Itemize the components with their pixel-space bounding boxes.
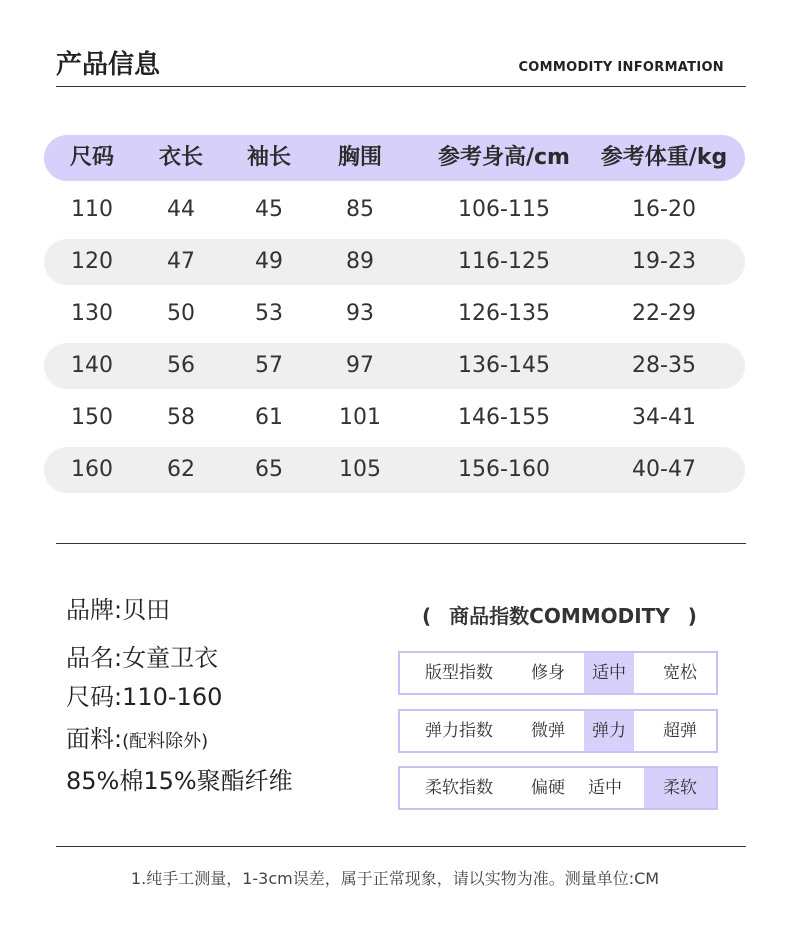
column-header: 袖长 [246, 145, 291, 170]
index-label: 版型指数 [425, 663, 493, 683]
table-cell: 40-47 [632, 457, 696, 482]
table-cell: 156-160 [458, 457, 550, 482]
brand-text: 品牌:贝田 [66, 596, 171, 624]
divider-middle [56, 543, 746, 544]
table-row [44, 291, 745, 337]
column-header: 衣长 [158, 145, 203, 170]
table-cell: 56 [167, 353, 195, 378]
table-cell: 130 [71, 301, 113, 326]
index-title-text: 商品指数COMMODITY [449, 604, 670, 628]
page-title: 产品信息 [56, 50, 161, 80]
size-table-header [44, 135, 745, 181]
table-cell: 136-145 [458, 353, 550, 378]
table-row [44, 395, 745, 441]
index-label: 弹力指数 [425, 721, 493, 741]
product-name-text: 品名:女童卫衣 [66, 644, 219, 672]
table-cell: 16-20 [632, 197, 696, 222]
elasticity-index-row [398, 709, 718, 753]
table-cell: 140 [71, 353, 113, 378]
table-cell: 62 [167, 457, 195, 482]
table-cell: 65 [255, 457, 283, 482]
table-cell: 110 [71, 197, 113, 222]
table-cell: 146-155 [458, 405, 550, 430]
table-row [44, 187, 745, 233]
index-option: 微弹 [531, 721, 565, 741]
divider-top [56, 86, 746, 87]
table-cell: 53 [255, 301, 283, 326]
table-cell: 19-23 [632, 249, 696, 274]
table-cell: 101 [339, 405, 381, 430]
table-cell: 105 [339, 457, 381, 482]
table-row [44, 239, 745, 285]
table-cell: 49 [255, 249, 283, 274]
table-cell: 106-115 [458, 197, 550, 222]
index-label: 柔软指数 [425, 778, 493, 798]
index-option: 偏硬 [531, 778, 565, 798]
table-cell: 47 [167, 249, 195, 274]
size-table [44, 135, 745, 499]
index-title [398, 600, 716, 629]
index-option-selected: 柔软 [644, 768, 716, 808]
table-cell: 34-41 [632, 405, 696, 430]
table-cell: 85 [346, 197, 374, 222]
table-row [44, 447, 745, 493]
divider-bottom [56, 846, 746, 847]
table-cell: 93 [346, 301, 374, 326]
index-option: 适中 [588, 778, 622, 798]
measurement-note: 1.纯手工测量，1-3cm误差，属于正常现象，请以实物为准。测量单位:CM [130, 869, 660, 888]
table-row [44, 343, 745, 389]
table-cell: 61 [255, 405, 283, 430]
index-option: 修身 [531, 663, 565, 683]
index-option: 宽松 [663, 663, 697, 683]
index-option-selected: 适中 [584, 653, 634, 693]
table-cell: 150 [71, 405, 113, 430]
column-header: 胸围 [337, 145, 382, 170]
index-option: 超弹 [663, 721, 697, 741]
index-option-selected: 弹力 [584, 711, 634, 751]
softness-index-row [398, 766, 718, 810]
table-cell: 120 [71, 249, 113, 274]
column-header: 尺码 [69, 145, 114, 170]
table-cell: 160 [71, 457, 113, 482]
table-cell: 97 [346, 353, 374, 378]
column-header: 参考身高/cm [437, 145, 570, 170]
table-cell: 58 [167, 405, 195, 430]
table-cell: 50 [167, 301, 195, 326]
index-title-open: ( [422, 604, 432, 628]
page-subtitle: COMMODITY INFORMATION [518, 60, 724, 75]
table-cell: 22-29 [632, 301, 696, 326]
table-cell: 57 [255, 353, 283, 378]
fabric-note: (配料除外) [122, 731, 209, 752]
table-cell: 28-35 [632, 353, 696, 378]
table-cell: 126-135 [458, 301, 550, 326]
fabric-label: 面料: [66, 725, 123, 753]
column-header: 参考体重/kg [600, 145, 728, 170]
fabric-composition-text: 85%棉15%聚酯纤维 [66, 767, 293, 795]
table-cell: 44 [167, 197, 195, 222]
index-title-close: ) [687, 604, 697, 628]
table-cell: 89 [346, 249, 374, 274]
table-cell: 45 [255, 197, 283, 222]
fabric-line [66, 719, 208, 754]
size-range-text: 尺码:110-160 [66, 683, 223, 711]
table-cell: 116-125 [458, 249, 550, 274]
fit-index-row [398, 651, 718, 695]
